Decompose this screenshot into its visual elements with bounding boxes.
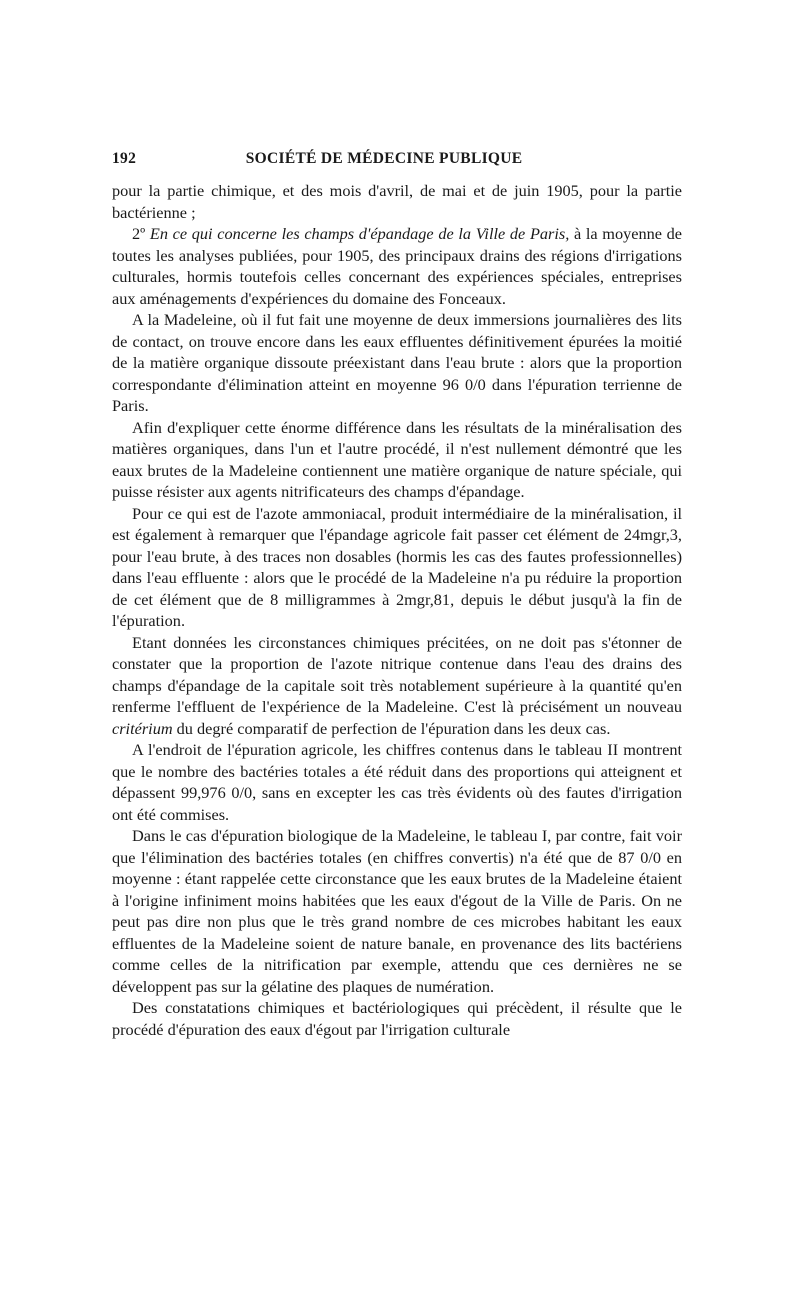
paragraph: A l'endroit de l'épuration agricole, les chiffres contenus dans le tableau II montrent que le nombre des bactéries totales a été réduit dans des proportions qui atteignent et dépassent 99,976 0/0, sans en excepter les cas très évidents où des fautes d'irrigation ont été commises. bbox=[112, 740, 682, 824]
paragraph: Etant données les circonstances chimiques précitées, on ne doit pas s'étonner de constater que la proportion de l'azote nitrique contenue dans l'eau des drains des champs d'épandage de la capitale soit très notablement supérieure à la quantité qu'en renferme l'effluent de l'expérience de la Madeleine. C'est là précisément un nouveau critérium du degré comparatif de perfection de l'épuration dans les deux cas. bbox=[112, 632, 682, 738]
paragraph: Afin d'expliquer cette énorme différence dans les résultats de la minéralisation des matières organiques, dans l'un et l'autre procédé, il n'est nullement démontré que les eaux brutes de la Madeleine contiennent une matière organique de nature spéciale, qui puisse résister aux agents nitrificateurs des champs d'épandage. bbox=[112, 417, 682, 501]
paragraph: Des constatations chimiques et bactériologiques qui précèdent, il résulte que le procédé d'épuration des eaux d'égout par l'irrigation culturale bbox=[112, 998, 682, 1039]
paragraph: pour la partie chimique, et des mois d'avril, de mai et de juin 1905, pour la partie bactérienne ; bbox=[112, 181, 682, 222]
paragraph: Dans le cas d'épuration biologique de la Madeleine, le tableau I, par contre, fait voir que l'élimination des bactéries totales (en chiffres convertis) n'a été que de 87 0/0 en moyenne : étant rappelée cette circonstance que les eaux brutes de la Madeleine étaient à l'origine infiniment moins habitées que les eaux d'égout de la Ville de Paris. On ne peut pas dire non plus que le très grand nombre de ces microbes habitant les eaux effluentes de la Madeleine soient de nature banale, en provenance des lits bactériens comme celles de la nitrification par exemple, attendu que ces dernières ne se développent pas sur la gélatine des plaques de numération. bbox=[112, 826, 682, 996]
paragraph: A la Madeleine, où il fut fait une moyenne de deux immersions journalières des lits de contact, on trouve encore dans les eaux effluentes définitivement épurées la moitié de la matière organique dissoute préexistant dans l'eau brute : alors que la proportion correspondante d'élimination atteint en moyenne 96 0/0 dans l'épuration terrienne de Paris. bbox=[112, 310, 682, 415]
body-text bbox=[112, 180, 682, 1040]
running-title: SOCIÉTÉ DE MÉDECINE PUBLIQUE bbox=[245, 150, 523, 167]
running-header bbox=[112, 150, 682, 174]
paragraph: Pour ce qui est de l'azote ammoniacal, produit intermédiaire de la minéralisation, il est également à remarquer que l'épandage agricole fait passer cet élément de 24mgr,3, pour l'eau brute, à des traces non dosables (hormis les cas des fautes professionnelles) dans l'eau effluente : alors que le procédé de la Madeleine n'a pu réduire la proportion de cet élément que de 8 milligrammes à 2mgr,81, depuis le début jusqu'à la fin de l'épuration. bbox=[112, 503, 682, 630]
document-page bbox=[112, 150, 682, 1040]
page-number: 192 bbox=[112, 150, 137, 167]
paragraph: 2º En ce qui concerne les champs d'épandage de la Ville de Paris, à la moyenne de toutes les analyses publiées, pour 1905, des principaux drains des régions d'irrigations culturales, hormis toutefois celles concernant des expériences spéciales, entreprises aux aménagements d'expériences du domaine des Fonceaux. bbox=[112, 224, 683, 308]
